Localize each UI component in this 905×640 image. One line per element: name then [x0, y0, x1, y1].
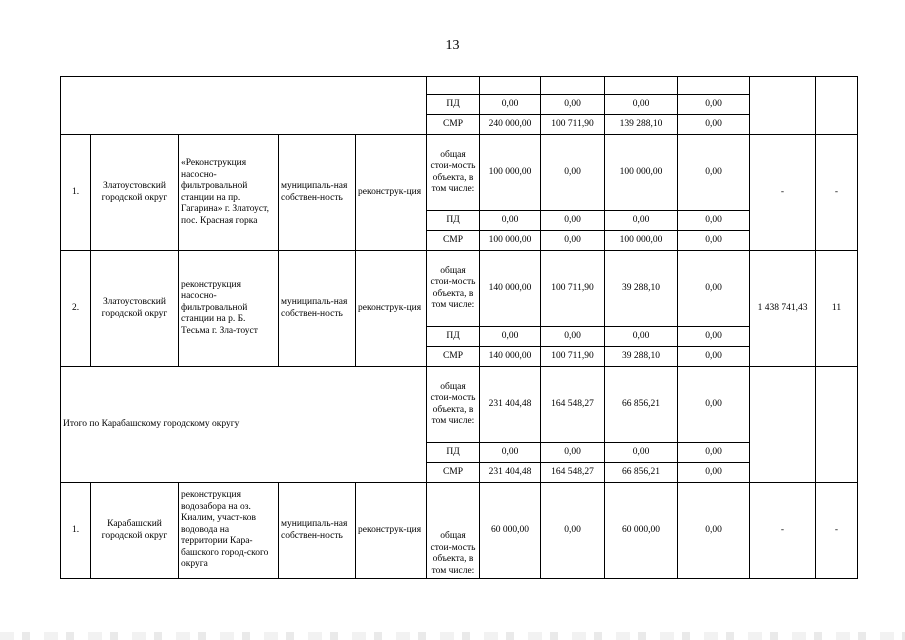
total-label: общая стои-мость объекта, в том числе: [427, 135, 480, 211]
value-cell: 0,00 [605, 211, 678, 231]
value-cell: 164 548,27 [541, 463, 605, 483]
value-cell: 0,00 [480, 327, 541, 347]
value-cell: 0,00 [678, 443, 750, 463]
value-cell: 0,00 [678, 463, 750, 483]
pd-label: ПД [427, 95, 480, 115]
value-cell: 139 288,10 [605, 115, 678, 135]
value-cell: 231 404,48 [480, 463, 541, 483]
table-row [61, 367, 858, 443]
table-row [61, 135, 858, 211]
smr-label: СМР [427, 347, 480, 367]
district-name: Карабашский городской округ [91, 483, 179, 579]
pd-label: ПД [427, 443, 480, 463]
extra-cell: 1 438 741,43 [750, 251, 816, 367]
total-label: общая стои-мость объекта, в том числе: [427, 483, 480, 579]
subtotal-label: Итого по Карабашскому городскому округу [61, 367, 427, 483]
value-cell: 164 548,27 [541, 367, 605, 443]
value-cell: 0,00 [678, 211, 750, 231]
value-cell: 0,00 [480, 443, 541, 463]
value-cell: 0,00 [480, 211, 541, 231]
value-cell: 0,00 [605, 95, 678, 115]
value-cell: 0,00 [678, 115, 750, 135]
page-number: 13 [445, 38, 460, 53]
value-cell: 39 288,10 [605, 347, 678, 367]
table-row [61, 77, 858, 95]
extra-cell: 11 [816, 251, 858, 367]
value-cell: 0,00 [678, 95, 750, 115]
pd-label: ПД [427, 211, 480, 231]
value-cell: 100 000,00 [480, 135, 541, 211]
value-cell: 0,00 [541, 211, 605, 231]
value-cell: 100 711,90 [541, 347, 605, 367]
work-type: реконструк-ция [356, 251, 427, 367]
value-cell: 0,00 [605, 443, 678, 463]
value-cell: 60 000,00 [605, 483, 678, 579]
smr-label: СМР [427, 463, 480, 483]
district-name: Златоустовский городской округ [91, 251, 179, 367]
value-cell: 100 000,00 [605, 135, 678, 211]
value-cell: 0,00 [541, 135, 605, 211]
value-cell: 0,00 [541, 483, 605, 579]
total-label: общая стои-мость объекта, в том числе: [427, 251, 480, 327]
value-cell: 0,00 [678, 483, 750, 579]
ownership: муниципаль-ная собствен-ность [279, 483, 356, 579]
value-cell: 100 000,00 [480, 231, 541, 251]
value-cell: 140 000,00 [480, 251, 541, 327]
work-type: реконструк-ция [356, 135, 427, 251]
value-cell: 66 856,21 [605, 367, 678, 443]
value-cell: 66 856,21 [605, 463, 678, 483]
object-name: реконструкция насосно-фильтровальной станции на р. Б. Тесьма г. Зла-тоуст [179, 251, 279, 367]
row-number: 1. [61, 483, 91, 579]
value-cell: 100 711,90 [541, 251, 605, 327]
value-cell: 0,00 [541, 443, 605, 463]
table-row [61, 251, 858, 327]
row-number: 2. [61, 251, 91, 367]
ownership: муниципаль-ная собствен-ность [279, 135, 356, 251]
object-name: «Реконструкция насосно-фильтровальной станции на пр. Гагарина» г. Златоуст, пос. Красная горка [179, 135, 279, 251]
object-name: реконструкция водозабора на оз. Киалим, участ-ков водовода на территории Кара-башского город-ского округа [179, 483, 279, 579]
value-cell: 100 711,90 [541, 115, 605, 135]
value-cell: 0,00 [678, 367, 750, 443]
value-cell: 231 404,48 [480, 367, 541, 443]
district-name: Златоустовский городской округ [91, 135, 179, 251]
value-cell: 0,00 [678, 251, 750, 327]
value-cell: 0,00 [678, 231, 750, 251]
value-cell: 0,00 [678, 135, 750, 211]
extra-cell: - [750, 135, 816, 251]
value-cell: 0,00 [541, 327, 605, 347]
value-cell: 240 000,00 [480, 115, 541, 135]
investment-table [60, 76, 858, 579]
value-cell: 60 000,00 [480, 483, 541, 579]
total-label: общая стои-мость объекта, в том числе: [427, 367, 480, 443]
table-row [61, 483, 858, 579]
smr-label: СМР [427, 231, 480, 251]
value-cell: 0,00 [678, 347, 750, 367]
work-type: реконструк-ция [356, 483, 427, 579]
value-cell: 0,00 [541, 231, 605, 251]
continuation-cell [61, 77, 427, 135]
value-cell: 140 000,00 [480, 347, 541, 367]
value-cell: 0,00 [678, 327, 750, 347]
value-cell: 0,00 [605, 327, 678, 347]
extra-cell: - [816, 135, 858, 251]
value-cell: 39 288,10 [605, 251, 678, 327]
extra-cell: - [816, 483, 858, 579]
smr-label: СМР [427, 115, 480, 135]
ownership: муниципаль-ная собствен-ность [279, 251, 356, 367]
extra-cell: - [750, 483, 816, 579]
value-cell: 0,00 [541, 95, 605, 115]
row-number: 1. [61, 135, 91, 251]
scan-edge [0, 632, 905, 640]
value-cell: 0,00 [480, 95, 541, 115]
pd-label: ПД [427, 327, 480, 347]
value-cell: 100 000,00 [605, 231, 678, 251]
